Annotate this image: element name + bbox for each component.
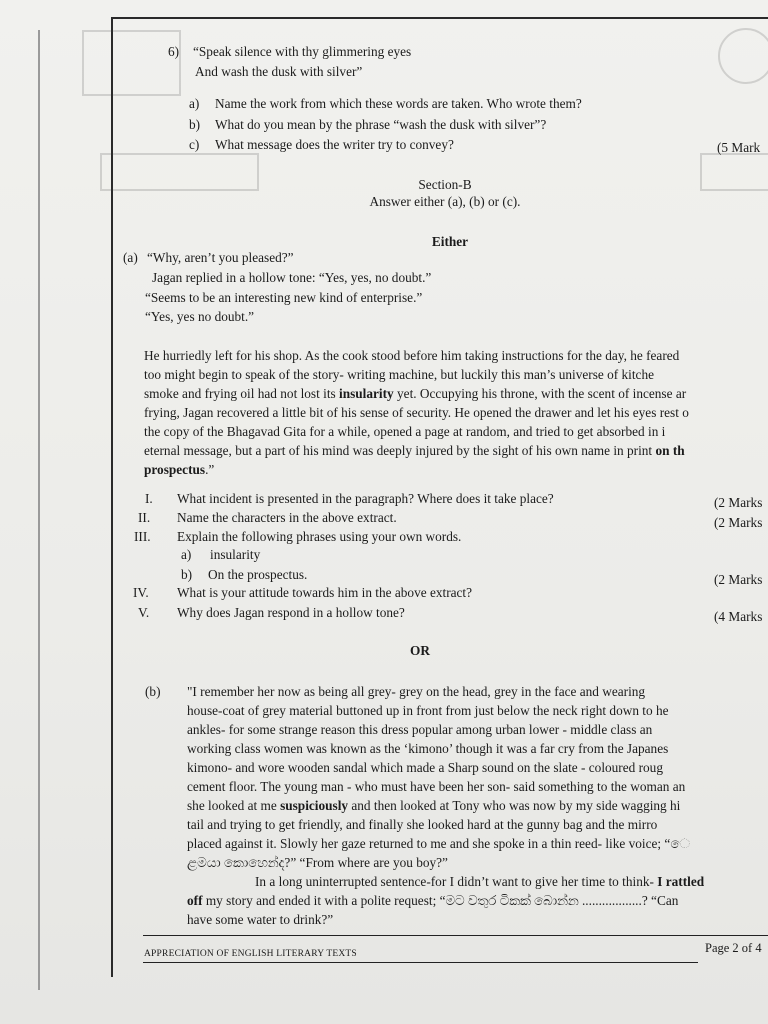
sub-a-label: a) — [181, 547, 192, 562]
watermark-stamp — [82, 30, 181, 96]
part-b-line-11 — [255, 874, 704, 890]
q6-number: 6) — [168, 44, 180, 59]
question-v-number: V. — [138, 605, 150, 620]
emblem-show-through — [718, 28, 768, 84]
passage-text: In a long uninterrupted sentence-for I didn’t want to give her time to think- — [255, 874, 658, 889]
part-b-line-2: house-coat of grey material buttoned up in front from just below the neck right down to he — [187, 703, 669, 718]
q6b-label: b) — [189, 117, 201, 132]
part-a-passage-line-3 — [144, 386, 686, 402]
time-box-show-through — [100, 153, 259, 191]
part-a-passage-line-6 — [144, 443, 685, 459]
q6-quote-line2: And wash the dusk with silver” — [195, 64, 363, 79]
part-b-line-5: kimono- and wore wooden sandal which made a Sharp sound on the slate - coloured roug — [187, 760, 663, 775]
grade-box-show-through — [700, 153, 768, 191]
passage-text: smoke and frying oil had not lost its — [144, 386, 340, 401]
question-iii-marks: (2 Marks — [714, 572, 763, 587]
part-a-passage-line-7 — [144, 462, 214, 478]
passage-text: .” — [205, 462, 215, 477]
part-a-dialogue-4: “Yes, yes no doubt.” — [145, 309, 255, 324]
part-b-line-9: placed against it. Slowly her gaze returned to me and she spoke in a thin reed- like voice; “ෙ — [187, 836, 690, 851]
question-iv-number: IV. — [133, 585, 149, 600]
question-i-text: What incident is presented in the paragraph? Where does it take place? — [177, 491, 554, 506]
q6c-label: c) — [189, 137, 200, 152]
section-b-instruction: Answer either (a), (b) or (c). — [369, 194, 521, 209]
keyword-suspiciously: suspiciously — [280, 798, 349, 813]
part-a-dialogue-1: “Why, aren’t you pleased?” — [147, 250, 294, 265]
part-b-line-10: ළමයා කොහෙන්ද?” “From where are you boy?” — [187, 855, 448, 870]
footer-page-number: Page 2 of 4 — [705, 941, 762, 955]
keyword-rattled: I rattled — [657, 874, 705, 889]
page-edge-line — [38, 30, 40, 990]
section-b-title: Section-B — [418, 177, 472, 192]
part-a-dialogue-3: “Seems to be an interesting new kind of enterprise.” — [145, 290, 423, 305]
keyword-on-the: on th — [655, 443, 685, 458]
question-i-number: I. — [145, 491, 153, 506]
question-i-marks: (2 Marks — [714, 495, 763, 510]
footer-rule-bottom — [143, 962, 698, 963]
part-a-label: (a) — [123, 250, 138, 265]
keyword-off: off — [187, 893, 203, 908]
question-iii-text: Explain the following phrases using your own words. — [177, 529, 462, 544]
q6-quote-line1: “Speak silence with thy glimmering eyes — [193, 44, 412, 59]
part-a-dialogue-2: Jagan replied in a hollow tone: “Yes, yes, no doubt.” — [152, 270, 432, 285]
part-a-passage-line-4: frying, Jagan recovered a little bit of his sense of security. He opened the drawer and let his eyes rest o — [144, 405, 689, 420]
part-b-line-13: have some water to drink?” — [187, 912, 334, 927]
passage-text: she looked at me — [187, 798, 281, 813]
either-heading: Either — [431, 234, 469, 249]
part-a-passage-line-2: too might begin to speak of the story- writing machine, but luckily this man’s universe of kitche — [144, 367, 654, 382]
question-ii-marks: (2 Marks — [714, 515, 763, 530]
part-b-line-4: working class women was known as the ‘kimono’ though it was a far cry from the Japanes — [187, 741, 669, 756]
passage-text: yet. Occupying his throne, with the scent of incense ar — [393, 386, 687, 401]
passage-text: eternal message, but a part of his mind was deeply injured by the sight of his own name in print — [144, 443, 656, 458]
q6a-text: Name the work from which these words are taken. Who wrote them? — [215, 96, 582, 111]
part-a-passage-line-1: He hurriedly left for his shop. As the cook stood before him taking instructions for the day, he feared — [144, 348, 680, 363]
part-b-line-8: tail and trying to get friendly, and finally she looked hard at the gunny bag and the mirro — [187, 817, 658, 832]
part-b-label: (b) — [145, 684, 161, 699]
part-b-line-7 — [187, 798, 680, 814]
or-separator: OR — [410, 643, 430, 658]
passage-text: my story and ended it with a polite request; “මට වතුර ටිකක් බොන්න ..................? “Can — [202, 893, 679, 908]
part-a-passage-line-5: the copy of the Bhagavad Gita for a while, opened a page at random, and tried to get absorbed in i — [144, 424, 666, 439]
question-ii-number: II. — [138, 510, 151, 525]
sub-a-text: insularity — [210, 547, 261, 562]
sub-b-label: b) — [181, 567, 193, 582]
sub-b-text: On the prospectus. — [208, 567, 308, 582]
footer-subject: APPRECIATION OF ENGLISH LITERARY TEXTS — [144, 949, 357, 959]
part-b-line-1: "I remember her now as being all grey- grey on the head, grey in the face and wearing — [187, 684, 646, 699]
question-ii-text: Name the characters in the above extract. — [177, 510, 397, 525]
part-b-line-6: cement floor. The young man - who must have been her son- said something to the woman an — [187, 779, 686, 794]
question-iv-text: What is your attitude towards him in the above extract? — [177, 585, 473, 600]
question-v-text: Why does Jagan respond in a hollow tone? — [177, 605, 405, 620]
q6-marks: (5 Mark — [717, 140, 761, 155]
q6a-label: a) — [189, 96, 200, 111]
question-v-marks: (4 Marks — [714, 609, 763, 624]
keyword-prospectus: prospectus — [144, 462, 206, 477]
q6b-text: What do you mean by the phrase “wash the dusk with silver”? — [215, 117, 547, 132]
question-iii-number: III. — [134, 529, 151, 544]
footer-rule-top — [143, 935, 768, 936]
passage-text: and then looked at Tony who was now by my side wagging hi — [348, 798, 681, 813]
part-b-line-12 — [187, 893, 678, 909]
keyword-insularity: insularity — [339, 386, 394, 401]
part-b-line-3: ankles- for some strange reason this dress popular among urban lower - middle class an — [187, 722, 653, 737]
q6c-text: What message does the writer try to convey? — [215, 137, 454, 152]
